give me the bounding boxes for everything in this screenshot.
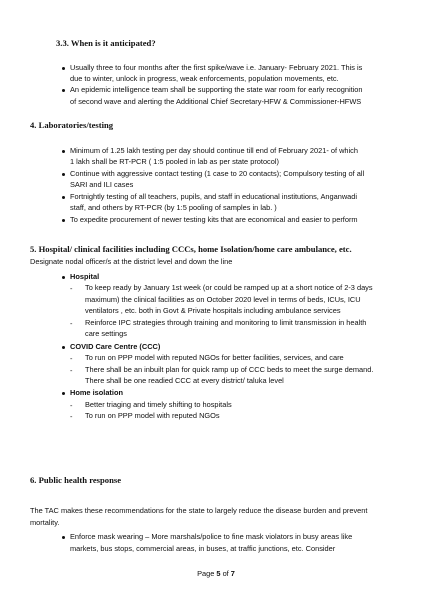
bullet-dot <box>62 536 65 539</box>
bullet-dot <box>62 346 65 349</box>
hospital-label: Hospital <box>70 272 100 281</box>
bullet-dot <box>62 219 65 222</box>
footer-total-pages: 7 <box>230 569 235 578</box>
section-3-3-heading: 3.3. When is it anticipated? <box>56 38 156 48</box>
bullet-dot <box>62 276 65 279</box>
bullet-dot <box>62 67 65 70</box>
section-5-heading: 5. Hospital/ clinical facilities including CCCs, home Isolation/home care ambulance, etc. <box>30 244 352 254</box>
dash-marker: - <box>70 412 73 421</box>
bullet-dot <box>62 196 65 199</box>
dash-text-cont: care settings <box>85 329 127 338</box>
bullet-text: To expedite procurement of newer testing kits that are economical and easier to perform <box>70 215 358 224</box>
bullet-dot <box>62 89 65 92</box>
dash-marker: - <box>70 284 73 293</box>
footer-mid: of <box>220 569 231 578</box>
section-6-intro-cont: mortality. <box>30 518 60 527</box>
bullet-text: Fortnightly testing of all teachers, pupils, and staff in educational institutions, Anganwadi <box>70 192 358 201</box>
dash-text-cont: There shall be one readied CCC at every district/ taluka level <box>85 376 284 385</box>
section-5-intro: Designate nodal officer/s at the district level and down the line <box>30 257 233 266</box>
bullet-text-cont: 1 lakh shall be RT-PCR ( 1:5 pooled in lab as per state protocol) <box>70 157 279 166</box>
section-6-heading: 6. Public health response <box>30 475 122 485</box>
dash-text: To run on PPP model with reputed NGOs <box>85 411 220 420</box>
ccc-label: COVID Care Centre (CCC) <box>70 342 161 351</box>
dash-marker: - <box>70 401 73 410</box>
dash-marker: - <box>70 354 73 363</box>
home-isolation-label: Home isolation <box>70 388 123 397</box>
footer-current-page: 5 <box>216 569 221 578</box>
bullet-text-cont: due to winter, unlock in progress, weak enforcements, population movements, etc. <box>70 74 339 83</box>
bullet-text: Minimum of 1.25 lakh testing per day should continue till end of February 2021- of which <box>70 146 358 155</box>
dash-text: Better triaging and timely shifting to hospitals <box>85 400 232 409</box>
dash-text-cont: ventilators , etc. both in Govt & Private hospitals including ambulance services <box>85 306 341 315</box>
dash-text: To keep ready by January 1st week (or could be ramped up at a short notice of 2-3 days <box>85 283 373 292</box>
bullet-text: Usually three to four months after the first spike/wave i.e. January- February 2021. This is <box>70 63 363 72</box>
bullet-text: An epidemic intelligence team shall be supporting the state war room for early recognition <box>70 85 363 94</box>
dash-text: To run on PPP model with reputed NGOs for better facilities, services, and care <box>85 353 344 362</box>
dash-text: There shall be an inbuilt plan for quick ramp up of CCC beds to meet the surge demand. <box>85 365 374 374</box>
bullet-text-cont: staff, and others by RT-PCR (by 1:5 pooling of samples in lab. ) <box>70 203 277 212</box>
bullet-dot <box>62 150 65 153</box>
footer-prefix: Page <box>197 569 217 578</box>
dash-marker: - <box>70 319 73 328</box>
dash-text: Reinforce IPC strategies through training and monitoring to limit transmission in health <box>85 318 367 327</box>
section-4-heading: 4. Laboratories/testing <box>30 120 114 130</box>
section-6-intro: The TAC makes these recommendations for the state to largely reduce the disease burden and prevent <box>30 506 368 515</box>
page-footer <box>0 569 432 578</box>
bullet-dot <box>62 173 65 176</box>
bullet-text-cont: markets, bus stops, commercial areas, in buses, at traffic junctions, etc. Consider <box>70 544 336 553</box>
bullet-dot <box>62 392 65 395</box>
bullet-text-cont: of second wave and alerting the Additional Chief Secretary-HFW & Commissioner-HFWS <box>70 97 362 106</box>
bullet-text-cont: SARI and ILI cases <box>70 180 134 189</box>
bullet-text: Continue with aggressive contact testing (1 case to 20 contacts); Compulsory testing of all <box>70 169 365 178</box>
dash-marker: - <box>70 366 73 375</box>
bullet-text: Enforce mask wearing – More marshals/police to fine mask violators in busy areas like <box>70 532 353 541</box>
dash-text-cont: maximum) the clinical facilities as on October 2020 level in terms of beds, ICUs, ICU <box>85 295 361 304</box>
